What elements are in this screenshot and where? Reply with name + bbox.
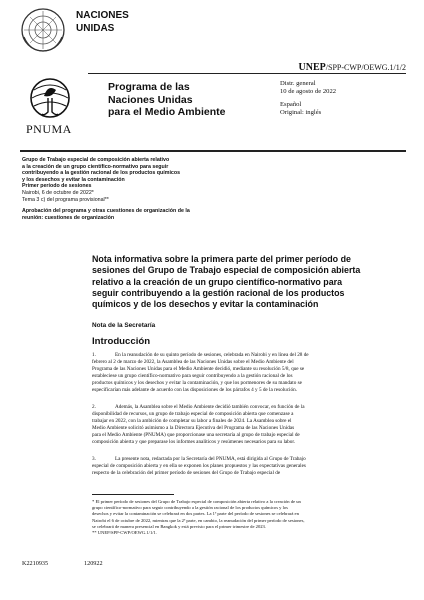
footnote-2: ** UNEP/SPP-CWP/OEWG.1/1/1. — [92, 530, 157, 536]
paragraph-line: trabajar en 2022, con la ambición de completar su labor a finales de 2024. La Asamblea sobre el — [92, 418, 292, 425]
footnote-1-line: Nairobi el 6 de octubre de 2022, mientras que la 2ª parte, en cambio, la reanudación del primer período de sesiones, — [92, 517, 305, 523]
footer-code: K2210935 — [22, 560, 49, 567]
pnuma-label: PNUMA — [26, 122, 72, 136]
paragraph-line: productos químicos y los desechos y evitar la contaminación, y que los pormenores de su mandato se — [92, 380, 302, 387]
paragraph-line: respecto de la celebración del primer período de sesiones del Grupo de Trabajo especial de — [92, 470, 281, 477]
meeting-place: Nairobi, 6 de octubre de 2022* — [22, 189, 94, 196]
program-name-line1: Programa de las — [108, 81, 190, 93]
language-es: Español — [280, 101, 302, 108]
meeting-title-line2: a la creación de un grupo científico-normativo para seguir — [22, 163, 169, 170]
agenda-item-line1: Aprobación del programa y otras cuestiones de organización de la — [22, 208, 190, 215]
main-title-line2: sesiones del Grupo de Trabajo especial de composición abierta — [92, 265, 361, 276]
org-name-line1: NACIONES — [76, 10, 129, 21]
meeting-title-line1: Grupo de Trabajo especial de composición abierta relativo — [22, 157, 170, 163]
distr-label: Distr. general — [280, 80, 316, 87]
paragraph-line: Medio Ambiente solicitó asimismo a la Directora Ejecutiva del Programa de las Naciones Unidas — [92, 425, 295, 432]
paragraph-line: La presente nota, redactada por la Secretaría del PNUMA, está dirigida al Grupo de Trabajo — [115, 456, 306, 462]
org-name-line2: UNIDAS — [76, 23, 115, 34]
paragraph-1 — [92, 352, 388, 395]
paragraph-line: En la reanudación de su quinto período de sesiones, celebrada en Nairobi y en línea del 28 de — [115, 352, 309, 358]
footer-number: 120922 — [84, 560, 103, 567]
document-symbol-rest: /SPP-CWP/OEWG.1/1/2 — [325, 63, 406, 72]
meeting-agenda: Tema 3 c) del programa provisional** — [22, 196, 109, 203]
document-symbol — [299, 62, 406, 73]
language-original: Original: inglés — [280, 109, 322, 116]
paragraph-number: 3. — [92, 456, 96, 462]
footnote-1-line: grupo científico-normativo para seguir contribuyendo a la gestión racional de los productos químicos y los — [92, 505, 288, 511]
main-title-line5: químicos y de los desechos y evitar la contaminación — [92, 299, 319, 310]
paragraph-3 — [92, 456, 388, 477]
paragraph-number: 2. — [92, 404, 96, 410]
program-name-line2: Naciones Unidas — [108, 93, 193, 106]
document-symbol-bold: UNEP — [298, 62, 326, 73]
footnote-separator — [92, 494, 174, 495]
main-title-line1: Nota informativa sobre la primera parte del primer período de — [92, 254, 351, 264]
pnuma-logo — [22, 76, 78, 140]
agenda-item-line2: reunión: cuestiones de organización — [22, 214, 115, 221]
paragraph-line: Además, la Asamblea sobre el Medio Ambiente decidió también convocar, en función de la — [115, 404, 305, 410]
paragraph-line: especial de composición abierta y en ella se exponen los planes propuestos y las expectativas generales — [92, 463, 306, 470]
meeting-title-line4: y los desechos y evitar la contaminación — [22, 176, 125, 183]
distribution-info — [280, 80, 336, 117]
paragraph-line: estableciese un grupo científico-normativo para seguir contribuyendo a la gestión racional de los — [92, 373, 293, 380]
footnote-1-line: desechos y evitar la contaminación se celebrará en dos partes. La 1ª parte del período de sesiones se celebrará en — [92, 511, 299, 517]
main-title — [92, 254, 412, 310]
pnuma-emblem-icon — [22, 76, 78, 122]
meeting-session: Primer período de sesiones — [22, 183, 92, 190]
org-name — [76, 9, 129, 35]
header-rule-top — [88, 73, 406, 74]
footnote-1-line: se celebrará de manera presencial en Bangkok y está previsto para el primer trimestre de 2023. — [92, 523, 266, 529]
doc-date: 10 de agosto de 2022 — [280, 88, 337, 95]
intro-heading: Introducción — [92, 336, 151, 347]
paragraph-line: especificarían más adelante de acuerdo con las disposiciones de los párrafos 4 y 5 de la resolución. — [92, 387, 297, 394]
meeting-title-line3: contribuyendo a la gestión racional de los productos químicos — [22, 170, 181, 177]
paragraph-line: para el Medio Ambiente (PNUMA) que proporcionase una secretaría al grupo de trabajo especial de — [92, 432, 300, 439]
paragraph-number: 1. — [92, 352, 96, 358]
paragraph-line: composición abierta y que preparase los informes analíticos y resúmenes necesarios para su labor. — [92, 439, 296, 446]
main-title-line4: seguir contribuyendo a la gestión racional de los productos — [92, 287, 345, 298]
footnotes — [92, 499, 392, 536]
footnote-1-line: * El primer período de sesiones del Grupo de Trabajo especial de composición abierta relativo a la creación de un — [92, 499, 301, 504]
paragraph-2 — [92, 404, 388, 447]
paragraph-line: disponibilidad de recursos, un grupo de trabajo especial de composición abierta que comenzase a — [92, 411, 294, 418]
un-emblem-icon — [20, 7, 66, 53]
note-by-secretariat: Nota de la Secretaría — [92, 322, 156, 329]
meeting-block — [22, 157, 190, 221]
main-title-line3: relativo a la creación de un grupo científico-normativo para — [92, 276, 343, 287]
program-name-line3: para el Medio Ambiente — [108, 106, 226, 118]
program-name — [108, 81, 225, 119]
paragraph-line: Programa de las Naciones Unidas para el Medio Ambiente decidió, mediante su resolución 5/8, que se — [92, 366, 305, 373]
header-rule-bottom — [20, 150, 406, 152]
paragraph-line: febrero al 2 de marzo de 2022, la Asamblea de las Naciones Unidas sobre el Medio Ambiente del — [92, 359, 294, 366]
